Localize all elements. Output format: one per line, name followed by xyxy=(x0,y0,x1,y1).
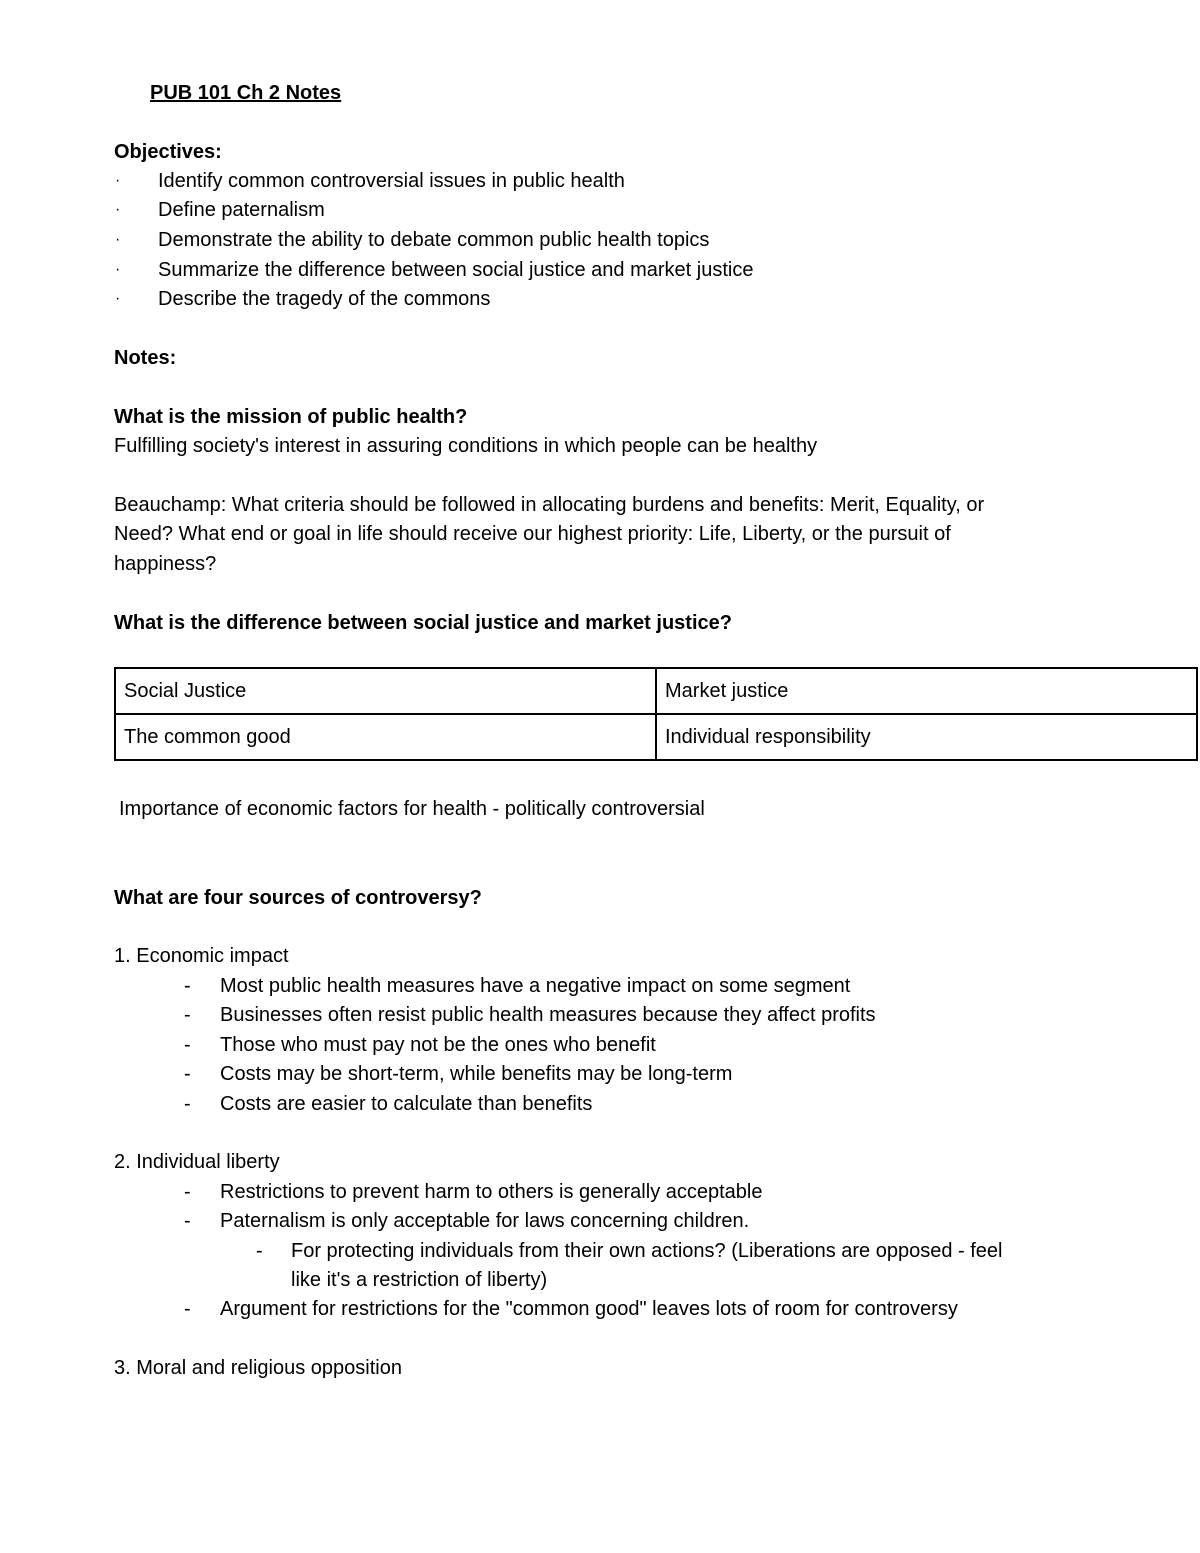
dash-bullet: - xyxy=(256,1240,263,1262)
controversy-question: What are four sources of controversy? xyxy=(114,887,482,909)
bullet-dot: · xyxy=(115,290,121,307)
objective-item: Define paternalism xyxy=(158,199,325,221)
objective-item: Summarize the difference between social justice and market justice xyxy=(158,259,754,281)
table-row xyxy=(115,714,1197,760)
beauchamp-line: Need? What end or goal in life should receive our highest priority: Life, Liberty, or the pursuit of xyxy=(114,523,951,545)
dash-bullet: - xyxy=(184,1210,191,1232)
justice-question: What is the difference between social justice and market justice? xyxy=(114,612,732,634)
justice-note: Importance of economic factors for health - politically controversial xyxy=(119,798,705,820)
sub-list-item: For protecting individuals from their own actions? (Liberations are opposed - feel xyxy=(291,1240,1003,1262)
objectives-heading: Objectives: xyxy=(114,141,222,163)
justice-table xyxy=(114,667,1198,761)
mission-question: What is the mission of public health? xyxy=(114,406,468,428)
source-title: 2. Individual liberty xyxy=(114,1151,280,1173)
notes-heading: Notes: xyxy=(114,347,177,369)
list-item: Businesses often resist public health measures because they affect profits xyxy=(220,1004,876,1026)
source-title: 3. Moral and religious opposition xyxy=(114,1357,402,1379)
table-cell: Individual responsibility xyxy=(656,714,1197,760)
dash-bullet: - xyxy=(184,1004,191,1026)
dash-bullet: - xyxy=(184,975,191,997)
mission-answer: Fulfilling society's interest in assuring conditions in which people can be healthy xyxy=(114,435,818,457)
table-row xyxy=(115,668,1197,714)
dash-bullet: - xyxy=(184,1093,191,1115)
beauchamp-line: happiness? xyxy=(114,553,217,575)
table-cell: Social Justice xyxy=(115,668,656,714)
objective-item: Demonstrate the ability to debate common public health topics xyxy=(158,229,710,251)
dash-bullet: - xyxy=(184,1063,191,1085)
dash-bullet: - xyxy=(184,1298,191,1320)
list-item: Costs may be short-term, while benefits may be long-term xyxy=(220,1063,733,1085)
bullet-dot: · xyxy=(115,231,121,248)
table-cell: The common good xyxy=(115,714,656,760)
list-item: Restrictions to prevent harm to others is generally acceptable xyxy=(220,1181,763,1203)
list-item: Paternalism is only acceptable for laws concerning children. xyxy=(220,1210,750,1232)
dash-bullet: - xyxy=(184,1181,191,1203)
beauchamp-line: Beauchamp: What criteria should be followed in allocating burdens and benefits: Merit, Equality, or xyxy=(114,494,985,516)
sub-list-item-continued: like it's a restriction of liberty) xyxy=(291,1269,548,1291)
list-item: Most public health measures have a negative impact on some segment xyxy=(220,975,851,997)
objective-item: Describe the tragedy of the commons xyxy=(158,288,491,310)
bullet-dot: · xyxy=(115,201,121,218)
source-title: 1. Economic impact xyxy=(114,945,289,967)
bullet-dot: · xyxy=(115,172,121,189)
dash-bullet: - xyxy=(184,1034,191,1056)
table-cell: Market justice xyxy=(656,668,1197,714)
bullet-dot: · xyxy=(115,261,121,278)
list-item: Costs are easier to calculate than benefits xyxy=(220,1093,593,1115)
list-item: Those who must pay not be the ones who benefit xyxy=(220,1034,656,1056)
list-item: Argument for restrictions for the "common good" leaves lots of room for controversy xyxy=(220,1298,958,1320)
page-title: PUB 101 Ch 2 Notes xyxy=(150,82,342,104)
objective-item: Identify common controversial issues in public health xyxy=(158,170,625,192)
